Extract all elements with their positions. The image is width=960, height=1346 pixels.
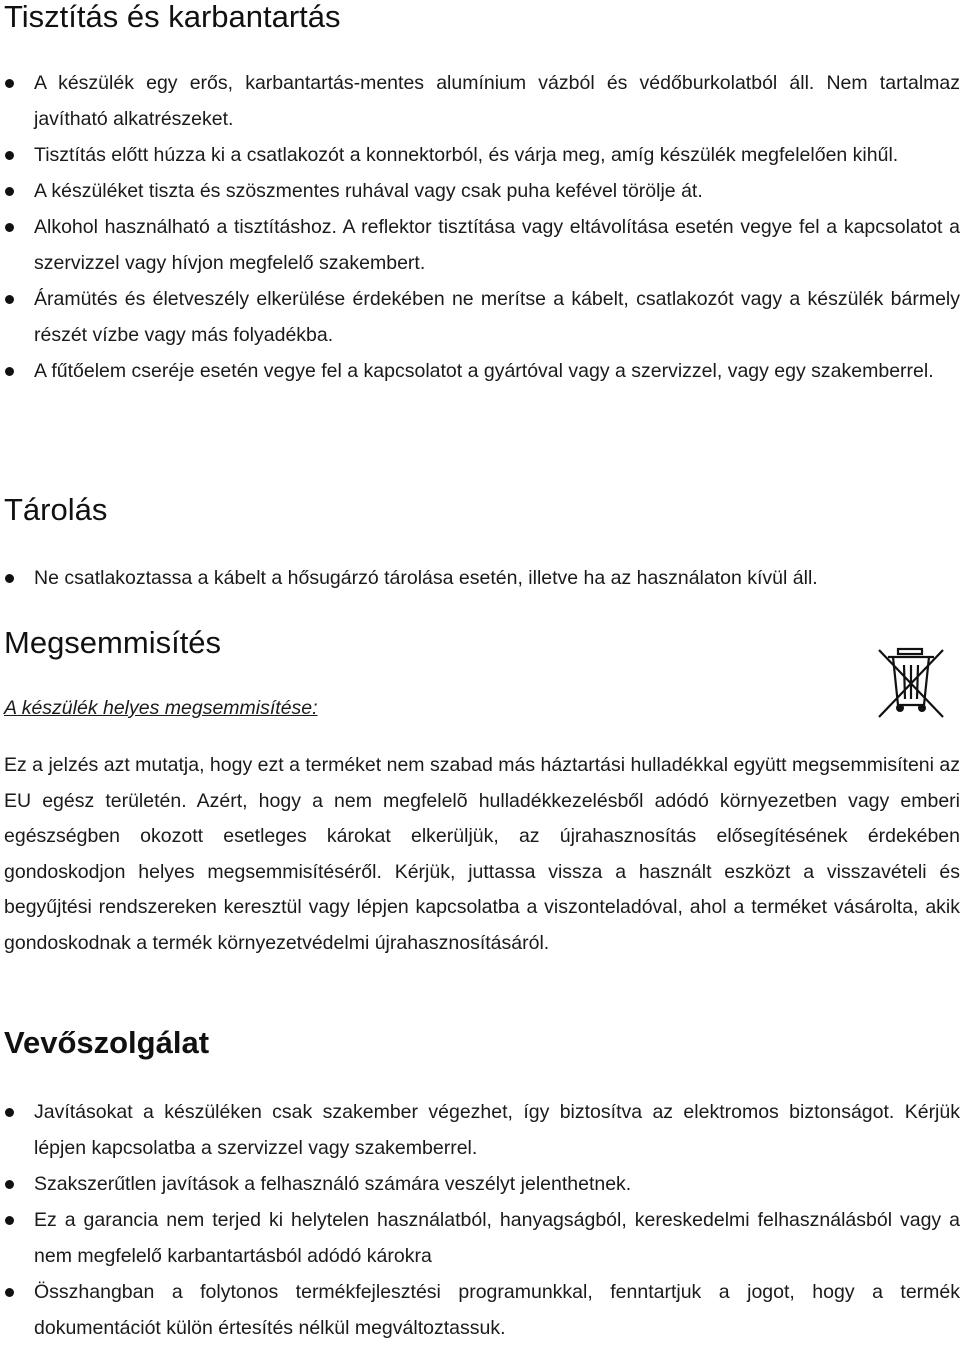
list-item <box>0 65 960 137</box>
crossed-out-wheelie-bin-icon <box>876 645 946 723</box>
list-item <box>0 209 960 281</box>
cleaning-heading: Tisztítás és karbantartás <box>4 0 341 34</box>
list-item <box>0 137 960 173</box>
list-item-text: Szakszerűtlen javítások a felhasználó számára veszélyt jelenthetnek. <box>34 1173 632 1195</box>
list-item <box>0 1166 960 1202</box>
list-item-text: Ez a garancia nem terjed ki helytelen használatból, hanyagságból, kereskedelmi felhasználásból vagy a nem megfelelő karbantartásból adódó károkra <box>34 1209 960 1267</box>
disposal-subtitle: A készülék helyes megsemmisítése: <box>4 697 318 719</box>
list-item <box>0 1274 960 1346</box>
disposal-heading: Megsemmisítés <box>4 625 222 660</box>
bullet-icon <box>5 79 14 88</box>
list-item <box>0 1202 960 1274</box>
list-item-text: A készüléket tiszta és szöszmentes ruhával vagy csak puha kefével törölje át. <box>34 180 703 202</box>
bullet-icon <box>5 574 14 583</box>
bullet-icon <box>5 367 14 376</box>
list-item-text: Áramütés és életveszély elkerülése érdekében ne merítse a kábelt, csatlakozót vagy a készülék bármely részét vízbe vagy más folyadékba. <box>34 288 960 346</box>
bullet-icon <box>5 223 14 232</box>
bullet-icon <box>5 1180 14 1189</box>
bullet-icon <box>5 1216 14 1225</box>
service-list <box>0 1094 960 1346</box>
list-item-text: A fűtőelem cseréje esetén vegye fel a kapcsolatot a gyártóval vagy a szervizzel, vagy egy szakemberrel. <box>34 360 934 382</box>
storage-heading: Tárolás <box>4 492 108 527</box>
bullet-icon <box>5 1288 14 1297</box>
bullet-icon <box>5 151 14 160</box>
list-item-text: Tisztítás előtt húzza ki a csatlakozót a konnektorból, és várja meg, amíg készülék megfelelően kihűl. <box>34 144 899 166</box>
list-item <box>0 1094 960 1166</box>
bullet-icon <box>5 1108 14 1117</box>
list-item <box>0 281 960 353</box>
cleaning-list <box>0 65 960 389</box>
list-item <box>0 560 960 596</box>
list-item-text: Javításokat a készüléken csak szakember végezhet, így biztosítva az elektromos biztonságot. Kérjük lépjen kapcsolatba a szervizzel vagy szakemberrel. <box>34 1101 960 1159</box>
list-item-text: Összhangban a folytonos termékfejlesztési programunkkal, fenntartjuk a jogot, hogy a termék dokumentációt külön értesítés nélkül megváltoztassuk. <box>34 1281 960 1339</box>
storage-list <box>0 560 960 596</box>
list-item-text: A készülék egy erős, karbantartás-mentes alumínium vázból és védőburkolatból áll. Nem tartalmaz javítható alkatrészeket. <box>34 72 960 130</box>
bullet-icon <box>5 187 14 196</box>
list-item <box>0 353 960 389</box>
list-item-text: Alkohol használható a tisztításhoz. A reflektor tisztítása vagy eltávolítása esetén vegye fel a kapcsolatot a szervizzel vagy hívjon megfelelő szakembert. <box>34 216 960 274</box>
list-item-text: Ne csatlakoztassa a kábelt a hősugárzó tárolása esetén, illetve ha az használaton kívül áll. <box>34 567 818 589</box>
disposal-paragraph: Ez a jelzés azt mutatja, hogy ezt a terméket nem szabad más háztartási hulladékkal együtt megsemmisíteni az EU egész területén. Azért, hogy a nem megfelelõ hulladékkezelésből adódó környezetben vagy emberi egészségben okozott esetleges károkat elkerüljük, az újrahasznosítás elősegítésének érdekében gondoskodjon helyes megsemmisítéséről. Kérjük, juttassa vissza a használt eszközt a visszavételi és begyűjtési rendszereken keresztül vagy lépjen kapcsolatba a viszonteladóval, ahol a terméket vásárolta, akik gondoskodnak a termék környezetvédelmi újrahasznosításáról. <box>4 754 960 954</box>
bullet-icon <box>5 295 14 304</box>
service-heading: Vevőszolgálat <box>4 1025 210 1060</box>
list-item <box>0 173 960 209</box>
